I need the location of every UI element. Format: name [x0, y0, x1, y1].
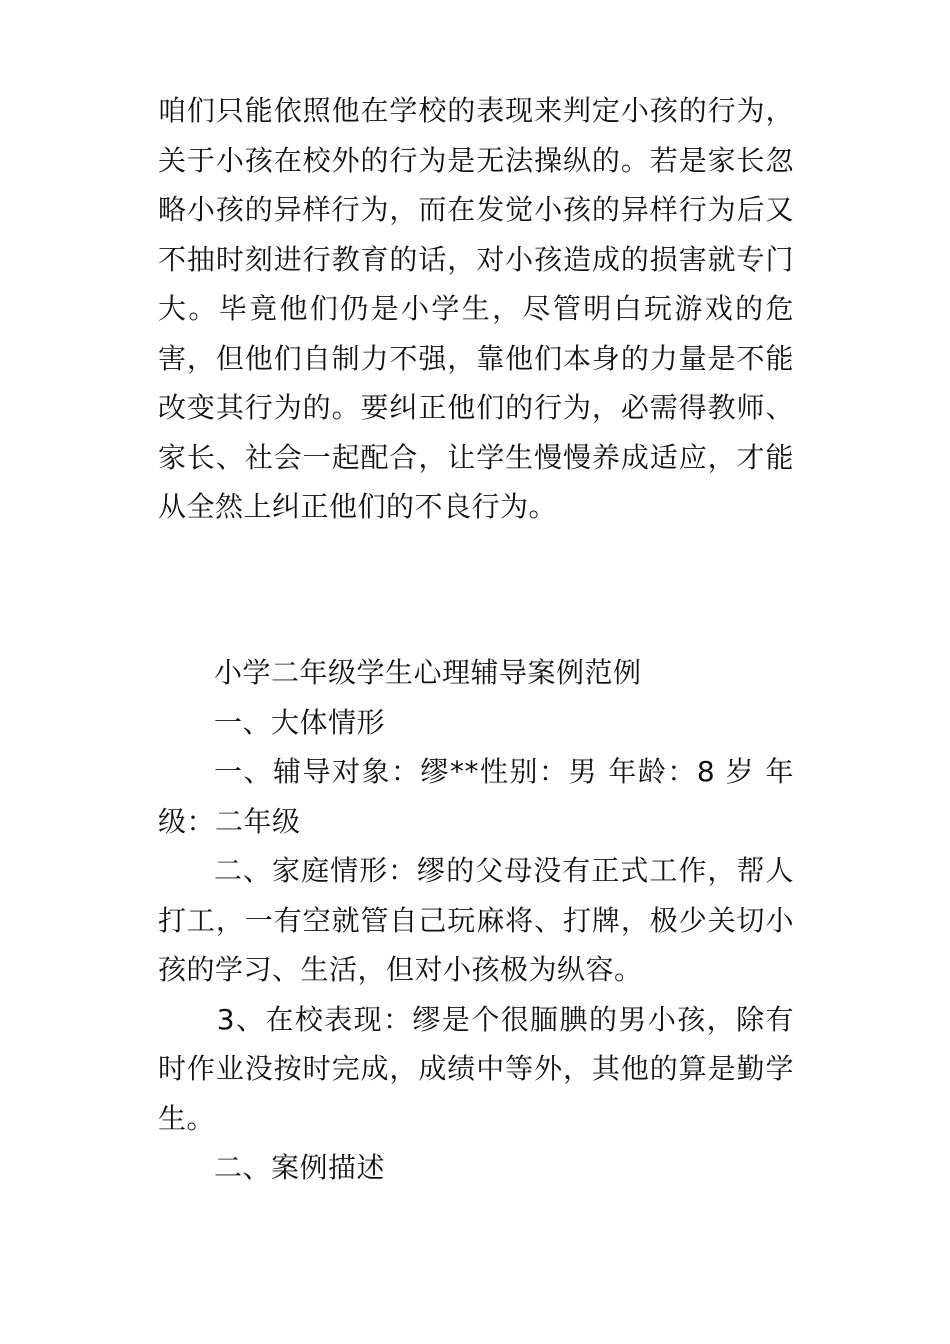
item-school-performance: 3、在校表现：缪是个很腼腆的男小孩，除有时作业没按时完成，成绩中等外，其他的算是勤学生。	[158, 1002, 794, 1135]
intro-paragraph: 咱们只能依照他在学校的表现来判定小孩的行为，关于小孩在校外的行为是无法操纵的。若是家长忽略小孩的异样行为，而在发觉小孩的异样行为后又不抽时刻进行教育的话，对小孩造成的损害就专门大。毕竟他们仍是小学生，尽管明白玩游戏的危害，但他们自制力不强，靠他们本身的力量是不能改变其行为的。要纠正他们的行为，必需得教师、家长、社会一起配合，让学生慢慢养成适应，才能从全然上纠正他们的不良行为。	[158, 94, 794, 523]
case-title: 小学二年级学生心理辅导案例范例	[214, 656, 642, 689]
item-family-situation: 二、家庭情形：缪的父母没有正式工作，帮人打工，一有空就管自己玩麻将、打牌，极少关切小孩的学习、生活，但对小孩极为纵容。	[158, 854, 794, 986]
section-heading-case-description: 二、案例描述	[214, 1151, 386, 1184]
section-heading-basic-situation: 一、大体情形	[214, 705, 386, 739]
case-section	[158, 648, 794, 1193]
item-counseling-subject: 一、辅导对象：缪**性别：男 年龄：8 岁 年级：二年级	[158, 755, 794, 838]
